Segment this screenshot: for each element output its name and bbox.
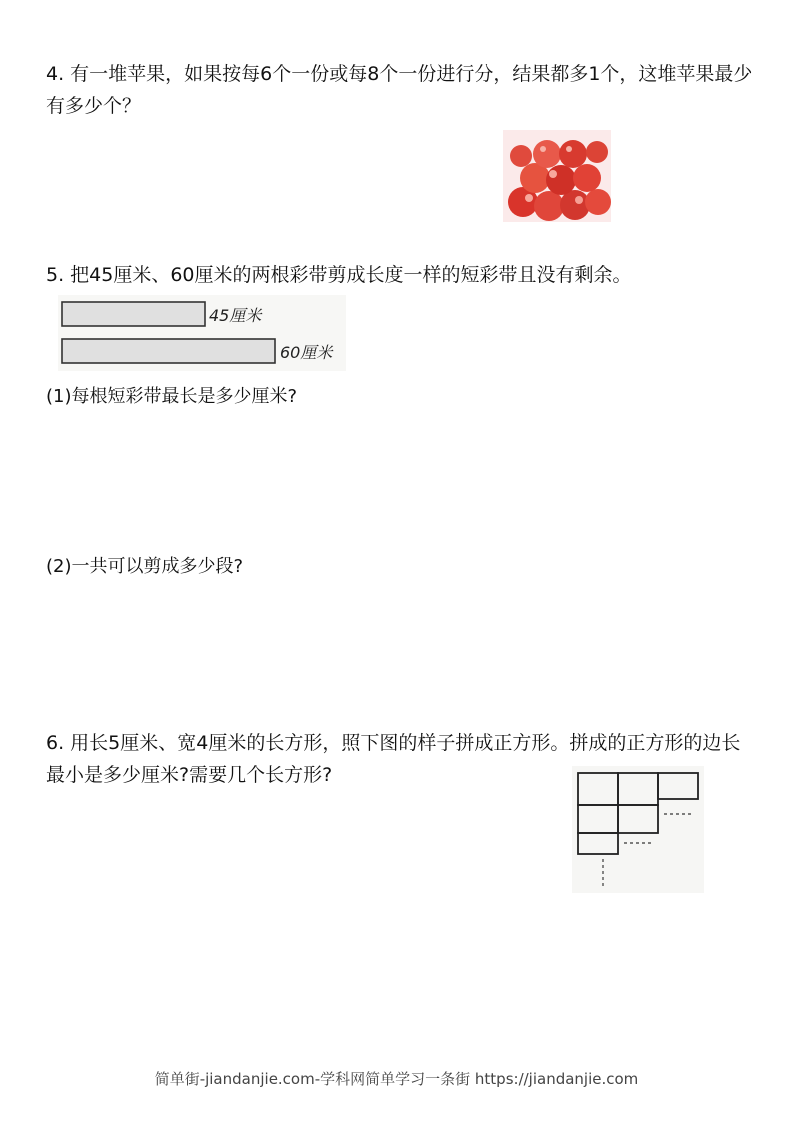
ribbon-45: [62, 302, 205, 326]
ribbon-label-45: 45厘米: [209, 306, 262, 325]
question-4: 4. 有一堆苹果，如果按每6个一份或每8个一份进行分，结果都多1个，这堆苹果最少有多少个？: [46, 63, 753, 117]
apple-pile-image: [503, 130, 611, 222]
ribbon-60: [62, 339, 275, 363]
footer-text: 简单街-jiandanjie.com-学科网简单学习一条街 https://jiandanjie.com: [154, 1070, 639, 1088]
question-5: 5. 把45厘米、60厘米的两根彩带剪成长度一样的短彩带且没有剩余。: [46, 264, 632, 286]
apple-icon: [508, 140, 611, 221]
rectangle-tiling-diagram: [572, 766, 704, 893]
ribbon-label-60: 60厘米: [280, 343, 333, 362]
question-5-sub-1: (1)每根短彩带最长是多少厘米?: [46, 386, 298, 407]
question-5-sub-2: (2)一共可以剪成多少段?: [46, 556, 244, 577]
ribbon-diagram: [58, 295, 346, 371]
question-6: 6. 用长5厘米、宽4厘米的长方形，照下图的样子拼成正方形。拼成的正方形的边长最小是多少厘米?需要几个长方形?: [46, 732, 741, 786]
